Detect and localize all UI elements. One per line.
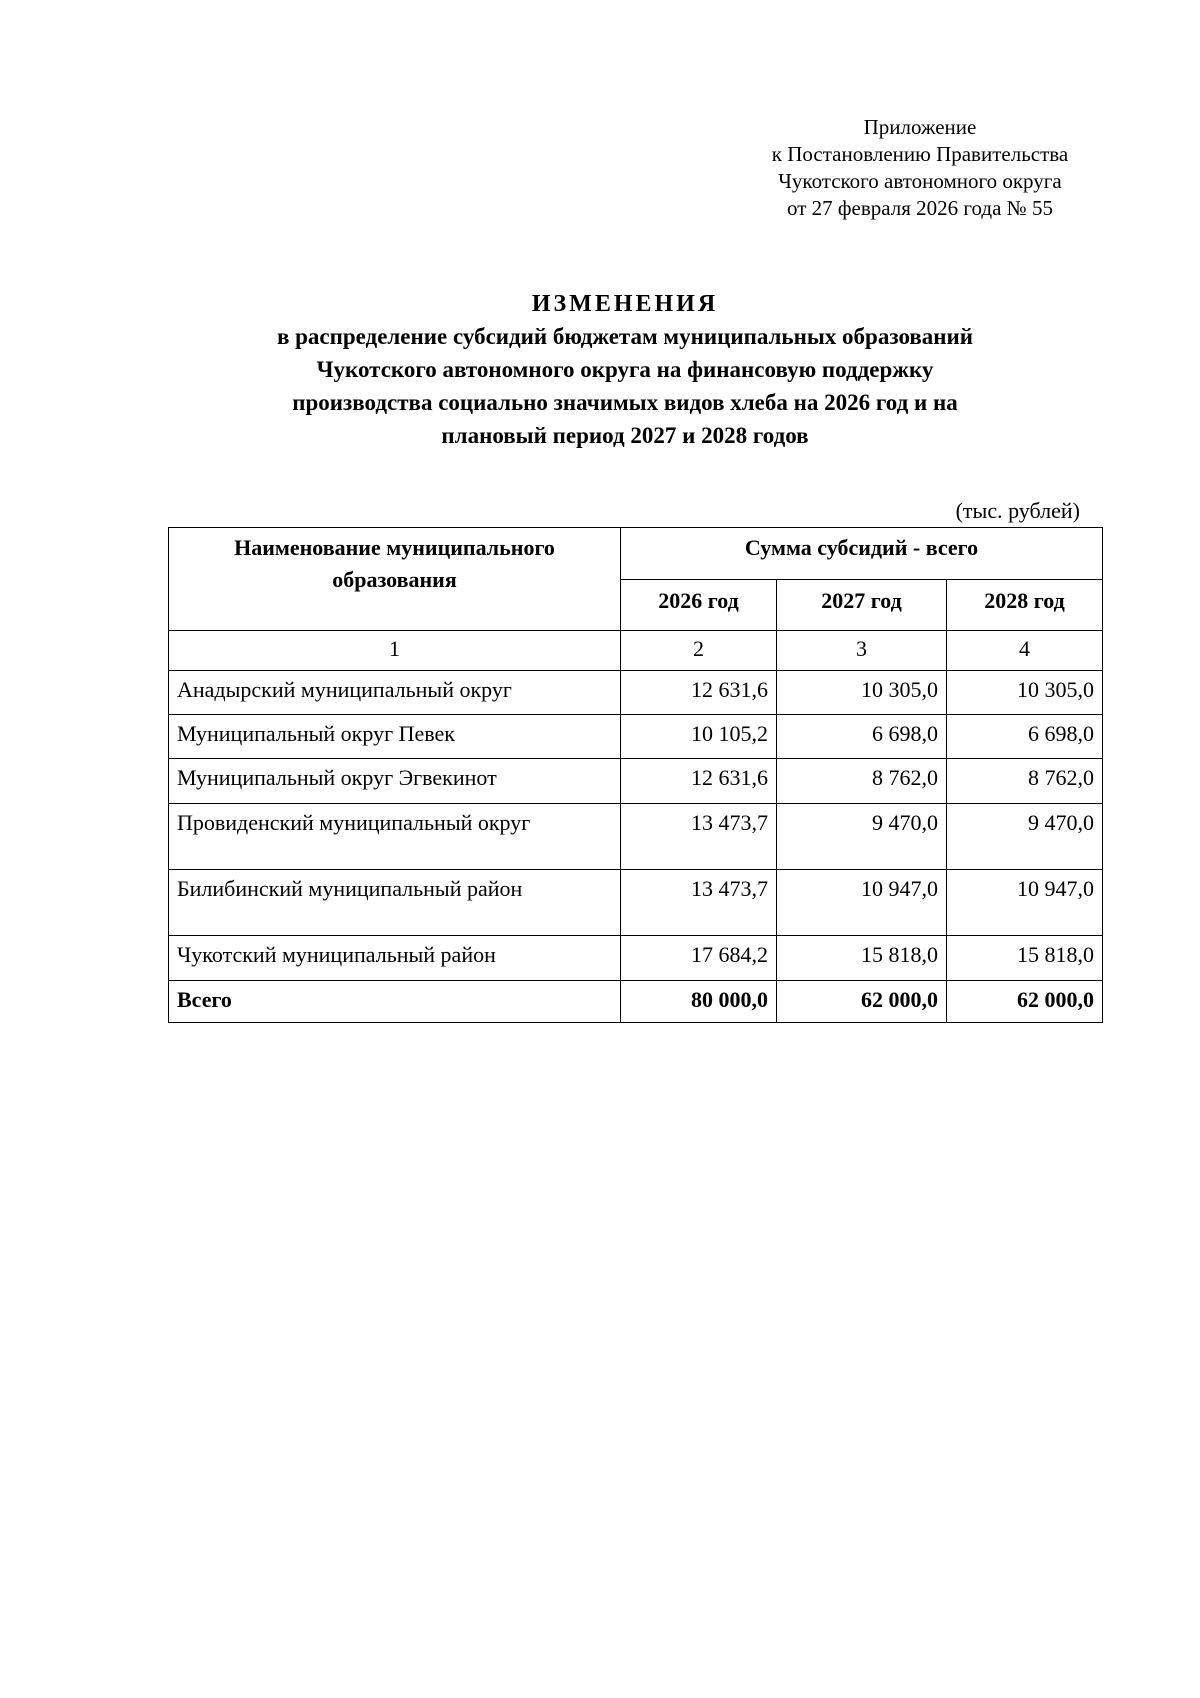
table-row (169, 715, 1103, 759)
title-line-2: Чукотского автономного округа на финансовую поддержку (316, 357, 934, 382)
header-year-2026: 2026 год (621, 580, 777, 631)
title-main: ИЗМЕНЕНИЯ (531, 291, 719, 317)
amount-2027: 9 470,0 (777, 804, 947, 870)
title-subtitle (160, 320, 1090, 452)
total-2026: 80 000,0 (621, 981, 777, 1023)
total-row (169, 981, 1103, 1023)
municipality-name: Муниципальный округ Эгвекинот (169, 759, 621, 804)
appendix-line-3: Чукотского автономного округа (778, 169, 1062, 193)
appendix-line-1: Приложение (863, 115, 977, 139)
amount-2028: 10 947,0 (947, 870, 1103, 936)
amount-2027: 15 818,0 (777, 936, 947, 981)
amount-2027: 8 762,0 (777, 759, 947, 804)
table-row (169, 936, 1103, 981)
amount-2026: 10 105,2 (621, 715, 777, 759)
header-subsidy-total: Сумма субсидий - всего (621, 528, 1103, 580)
appendix-line-4: от 27 февраля 2026 года № 55 (787, 196, 1053, 220)
amount-2028: 8 762,0 (947, 759, 1103, 804)
total-label: Всего (169, 981, 621, 1023)
column-number: 2 (621, 631, 777, 671)
municipality-name: Анадырский муниципальный округ (169, 671, 621, 715)
municipality-name: Билибинский муниципальный район (169, 870, 621, 936)
amount-2027: 6 698,0 (777, 715, 947, 759)
header-year-2027: 2027 год (777, 580, 947, 631)
subsidies-table (168, 527, 1103, 1023)
amount-2028: 9 470,0 (947, 804, 1103, 870)
municipality-name: Провиденский муниципальный округ (169, 804, 621, 870)
appendix-reference (720, 114, 1120, 222)
column-number: 4 (947, 631, 1103, 671)
amount-2028: 10 305,0 (947, 671, 1103, 715)
amount-2027: 10 947,0 (777, 870, 947, 936)
units-label: (тыс. рублей) (955, 498, 1080, 523)
appendix-line-2: к Постановлению Правительства (771, 142, 1069, 166)
total-2027: 62 000,0 (777, 981, 947, 1023)
amount-2027: 10 305,0 (777, 671, 947, 715)
header-municipality: Наименование муниципального образования (169, 528, 621, 631)
amount-2028: 6 698,0 (947, 715, 1103, 759)
column-number: 3 (777, 631, 947, 671)
amount-2028: 15 818,0 (947, 936, 1103, 981)
title-line-1: в распределение субсидий бюджетам муниципальных образований (276, 324, 974, 349)
header-year-2028: 2028 год (947, 580, 1103, 631)
amount-2026: 13 473,7 (621, 870, 777, 936)
amount-2026: 12 631,6 (621, 759, 777, 804)
municipality-name: Муниципальный округ Певек (169, 715, 621, 759)
column-numbers-row (169, 631, 1103, 671)
column-number: 1 (169, 631, 621, 671)
header-row (169, 528, 1103, 580)
amount-2026: 12 631,6 (621, 671, 777, 715)
title-line-3: производства социально значимых видов хлеба на 2026 год и на (292, 390, 958, 415)
municipality-name: Чукотский муниципальный район (169, 936, 621, 981)
document-title (160, 288, 1090, 452)
amount-2026: 13 473,7 (621, 804, 777, 870)
title-line-4: плановый период 2027 и 2028 годов (441, 423, 809, 448)
table-row (169, 870, 1103, 936)
amount-2026: 17 684,2 (621, 936, 777, 981)
table-row (169, 804, 1103, 870)
table-row (169, 759, 1103, 804)
table-row (169, 671, 1103, 715)
total-2028: 62 000,0 (947, 981, 1103, 1023)
